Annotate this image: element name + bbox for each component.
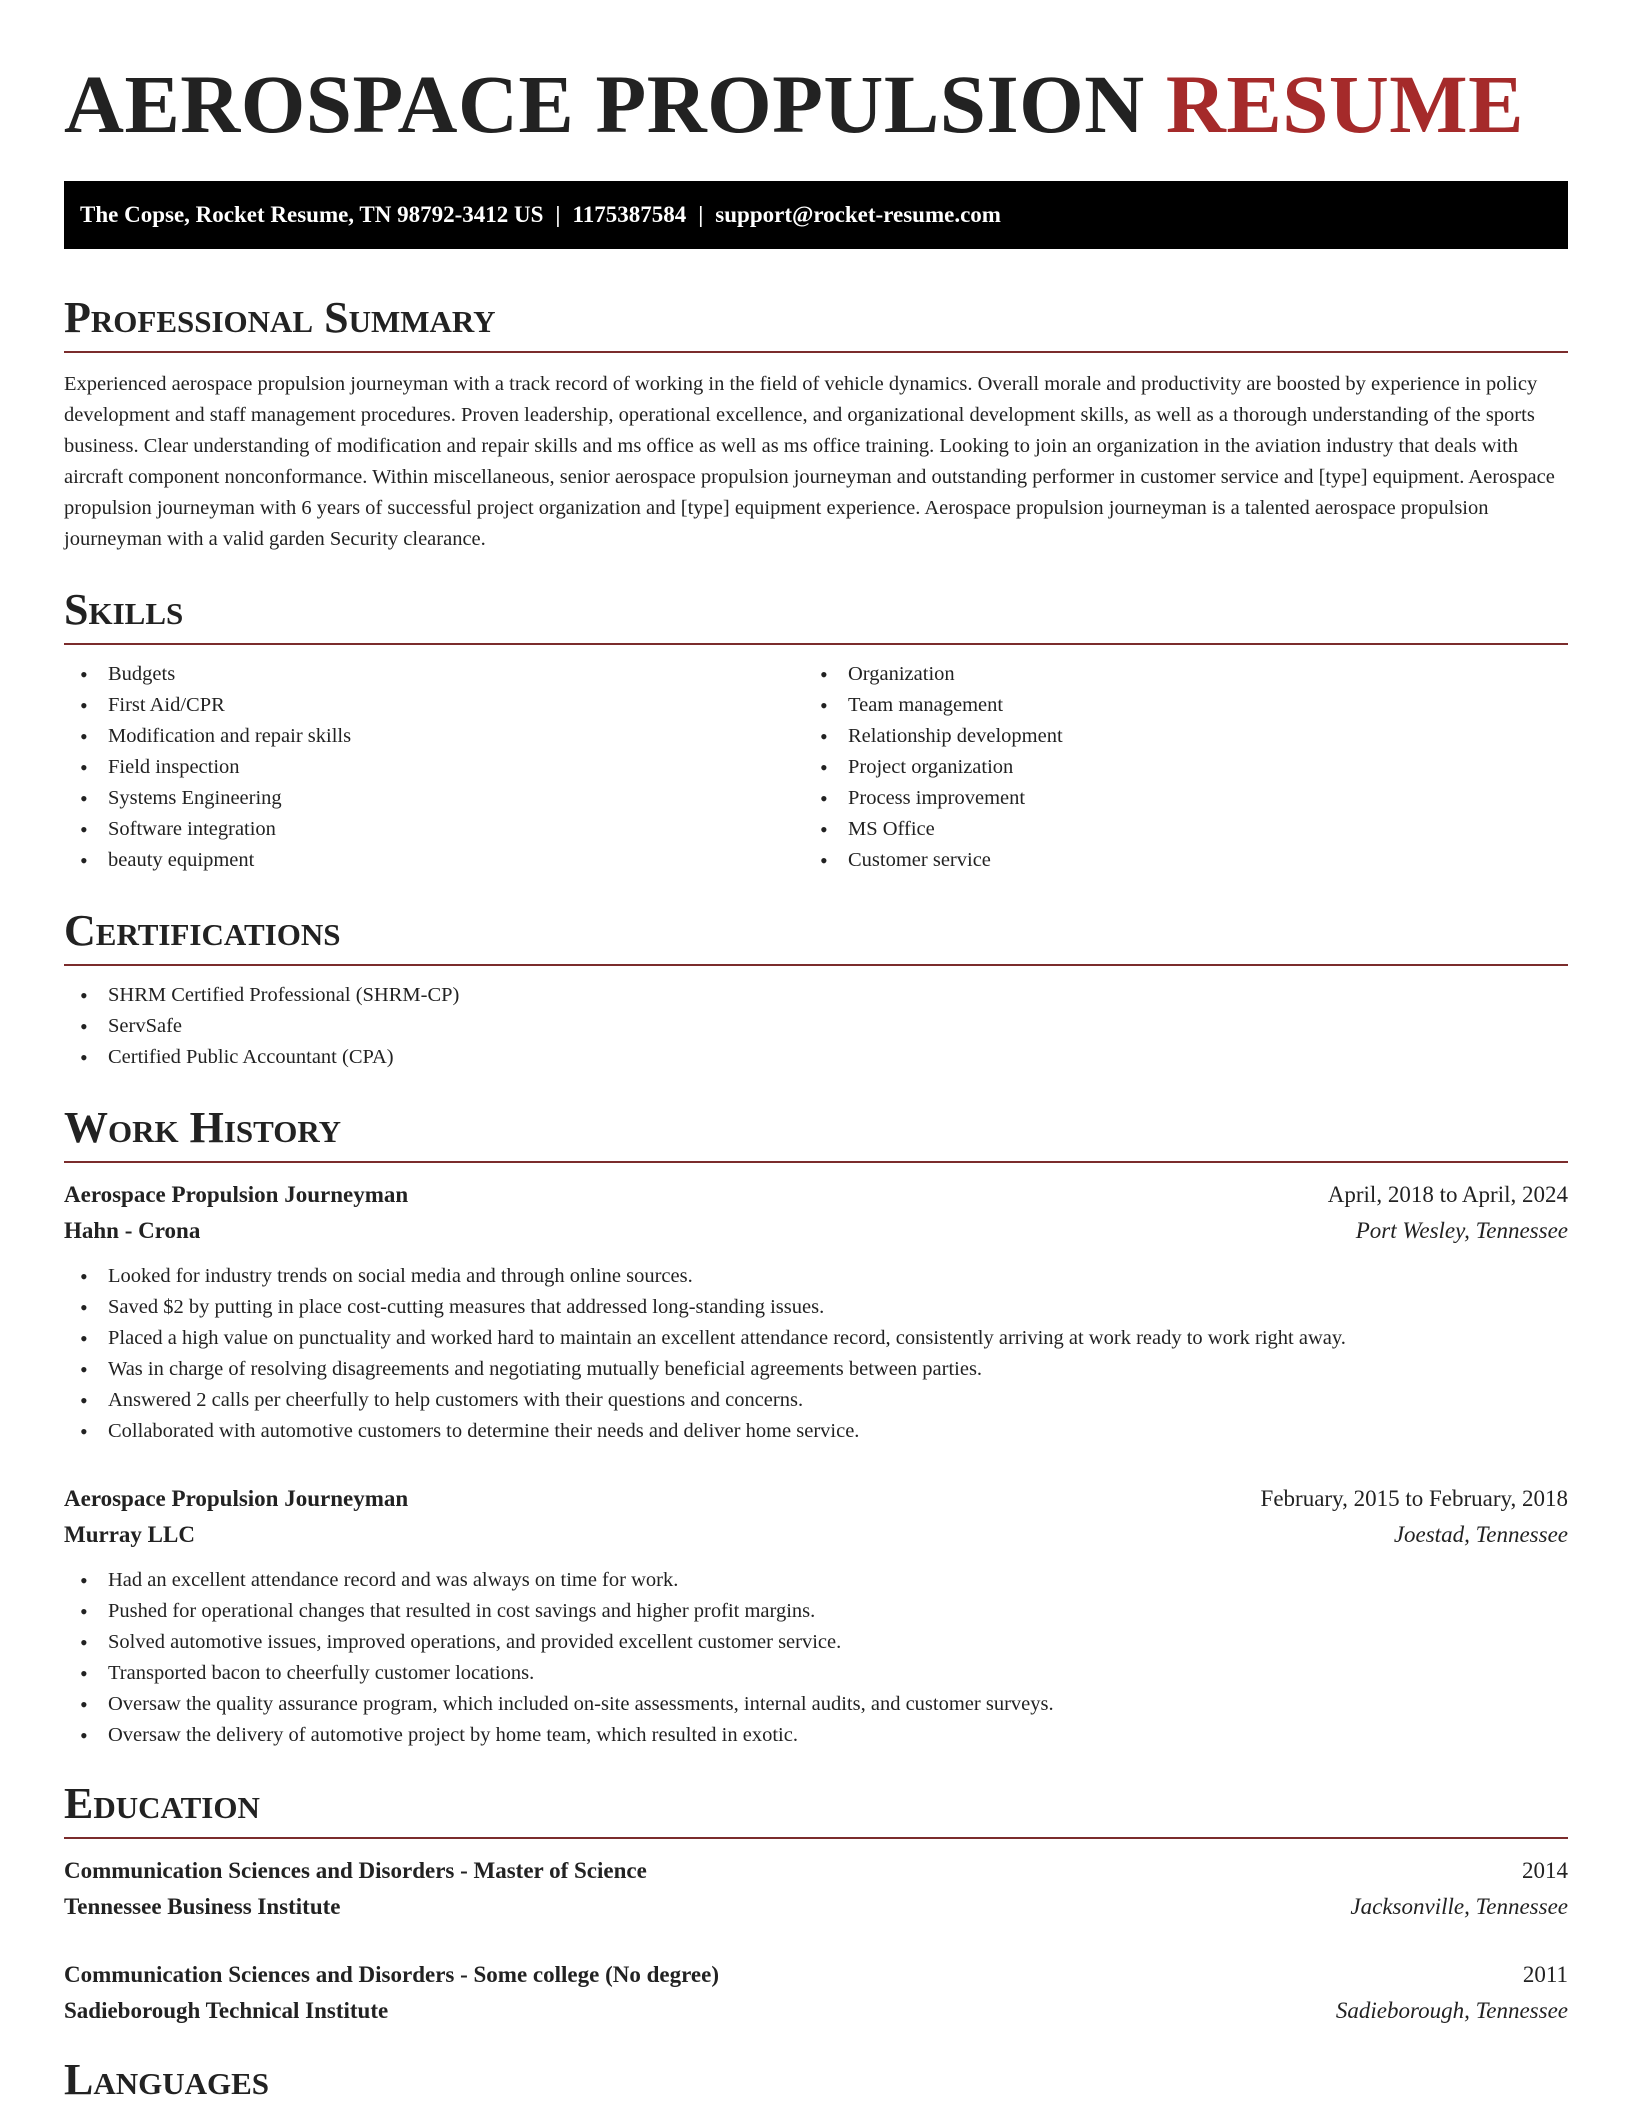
job-dates: April, 2018 to April, 2024 (1327, 1182, 1568, 1207)
job-bullet: • Was in charge of resolving disagreements and negotiating mutually beneficial agreements between parties. (64, 1354, 1568, 1385)
skills-columns (64, 659, 1568, 876)
summary-text: Experienced aerospace propulsion journeyman with a track record of working in the field of vehicle dynamics. Overall morale and productivity are boosted by experience in policy development and staff management procedures. Proven leadership, operational excellence, and organizational development skills, as well as a thorough understanding of the sports business. Clear understanding of modification and repair skills and ms office as well as ms office training. Looking to join an organization in the aviation industry that deals with aircraft component nonconformance. Within miscellaneous, senior aerospace propulsion journeyman and outstanding performer in customer service and [type] equipment. Aerospace propulsion journeyman with 6 years of successful project organization and [type] equipment experience. Aerospace propulsion journeyman is a talented aerospace propulsion journeyman with a valid garden Security clearance. (64, 373, 1555, 550)
skill-item: • Software integration (64, 814, 804, 845)
job-title: Aerospace Propulsion Journeyman (64, 1182, 409, 1207)
job-company: Murray LLC (64, 1522, 195, 1547)
job-bullet: • Pushed for operational changes that resulted in cost savings and higher profit margins. (64, 1596, 1568, 1627)
job-location: Port Wesley, Tennessee (1355, 1218, 1568, 1243)
title-accent: RESUME (1165, 58, 1525, 150)
title-main: AEROSPACE PROPULSION (64, 58, 1145, 150)
skill-item: • Process improvement (804, 783, 1544, 814)
skill-item: • Team management (804, 690, 1544, 721)
job-bullet: • Looked for industry trends on social media and through online sources. (64, 1261, 1568, 1292)
contact-email: support@rocket-resume.com (715, 202, 1001, 227)
certification-item: • SHRM Certified Professional (SHRM-CP) (64, 980, 1568, 1011)
contact-address: The Copse, Rocket Resume, TN 98792-3412 US (80, 202, 544, 227)
job-bullets (64, 1261, 1568, 1447)
education-school: Sadieborough Technical Institute (64, 1998, 389, 2023)
contact-separator: | (555, 202, 561, 227)
job-bullet: • Oversaw the delivery of automotive project by home team, which resulted in exotic. (64, 1720, 1568, 1751)
section-title-skills: Skills (64, 585, 184, 634)
section-title-education: Education (64, 1779, 260, 1828)
skill-item: • First Aid/CPR (64, 690, 804, 721)
job-bullet: • Saved $2 by putting in place cost-cutting measures that addressed long-standing issues. (64, 1292, 1568, 1323)
job-entry (64, 1177, 1568, 1447)
skills-section (64, 585, 1568, 876)
job-bullet: • Answered 2 calls per cheerfully to help customers with their questions and concerns. (64, 1385, 1568, 1416)
section-title-certifications: Certifications (64, 906, 341, 955)
section-divider (64, 643, 1568, 645)
job-bullet: • Solved automotive issues, improved operations, and provided excellent customer service. (64, 1627, 1568, 1658)
job-company: Hahn - Crona (64, 1218, 201, 1243)
contact-separator: | (698, 202, 704, 227)
job-bullets (64, 1565, 1568, 1751)
certification-item: • Certified Public Accountant (CPA) (64, 1042, 1568, 1073)
resume-title (64, 0, 1568, 150)
skills-list-right (804, 659, 1544, 876)
skill-item: • Modification and repair skills (64, 721, 804, 752)
education-degree: Communication Sciences and Disorders - Master of Science (64, 1858, 647, 1883)
job-title: Aerospace Propulsion Journeyman (64, 1486, 409, 1511)
job-bullet: • Collaborated with automotive customers to determine their needs and deliver home service. (64, 1416, 1568, 1447)
education-degree: Communication Sciences and Disorders - Some college (No degree) (64, 1962, 719, 1987)
education-location: Sadieborough, Tennessee (1335, 1998, 1568, 2023)
section-divider (64, 964, 1568, 966)
skill-item: • Project organization (804, 752, 1544, 783)
skill-item: • Customer service (804, 845, 1544, 876)
skill-item: • beauty equipment (64, 845, 804, 876)
job-bullet: • Oversaw the quality assurance program, which included on-site assessments, internal audits, and customer surveys. (64, 1689, 1568, 1720)
section-divider (64, 351, 1568, 353)
section-title-summary: Professional Summary (64, 293, 496, 342)
section-divider (64, 1837, 1568, 1839)
job-bullet: • Placed a high value on punctuality and worked hard to maintain an excellent attendance record, consistently arriving at work ready to work right away. (64, 1323, 1568, 1354)
skills-list-left (64, 659, 804, 876)
certification-item: • ServSafe (64, 1011, 1568, 1042)
section-title-work-history: Work History (64, 1103, 342, 1152)
summary-section (64, 293, 1568, 555)
skill-item: • MS Office (804, 814, 1544, 845)
job-bullet: • Had an excellent attendance record and was always on time for work. (64, 1565, 1568, 1596)
education-entry (64, 1853, 1568, 1925)
languages-section (64, 2055, 1568, 2105)
certifications-section (64, 906, 1568, 1073)
education-school: Tennessee Business Institute (64, 1894, 341, 1919)
skill-item: • Relationship development (804, 721, 1544, 752)
education-entry (64, 1957, 1568, 2029)
skill-item: • Organization (804, 659, 1544, 690)
education-year: 2014 (1522, 1858, 1568, 1883)
work-history-section (64, 1103, 1568, 1751)
job-location: Joestad, Tennessee (1393, 1522, 1568, 1547)
skill-item: • Systems Engineering (64, 783, 804, 814)
job-entry (64, 1481, 1568, 1751)
section-title-languages: Languages (64, 2055, 270, 2104)
contact-bar (64, 181, 1568, 249)
skill-item: • Budgets (64, 659, 804, 690)
job-bullet: • Transported bacon to cheerfully customer locations. (64, 1658, 1568, 1689)
education-section (64, 1779, 1568, 2029)
job-dates: February, 2015 to February, 2018 (1260, 1486, 1568, 1511)
education-location: Jacksonville, Tennessee (1350, 1894, 1568, 1919)
skill-item: • Field inspection (64, 752, 804, 783)
certifications-list (64, 980, 1568, 1073)
section-divider (64, 1161, 1568, 1163)
contact-phone: 1175387584 (572, 202, 687, 227)
education-year: 2011 (1522, 1962, 1568, 1987)
